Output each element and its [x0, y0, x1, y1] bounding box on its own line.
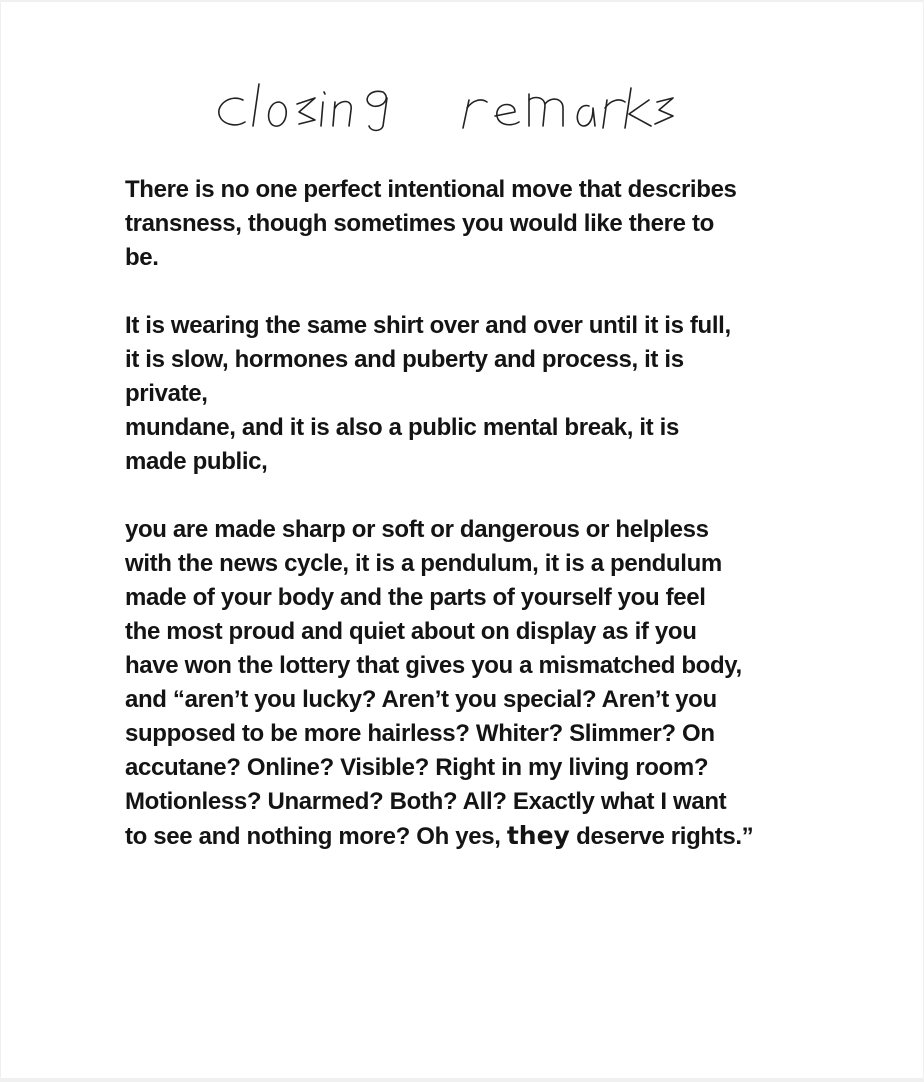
page [1, 2, 923, 1078]
paragraph-line: with the news cycle, it is a pendulum, it is a pendulum [125, 550, 722, 577]
final-line [125, 819, 815, 854]
paragraph-line: made of your body and the parts of yourself you feel [125, 584, 706, 611]
final-line-after: deserve rights.” [569, 823, 754, 850]
paragraph-line: have won the lottery that gives you a mismatched body, [125, 652, 742, 679]
handwritten-title-drawing [211, 80, 681, 140]
paragraph-line: be. [125, 244, 159, 271]
paragraph-line: and “aren’t you lucky? Aren’t you special? Aren’t you [125, 686, 717, 713]
paragraph-line: Motionless? Unarmed? Both? All? Exactly what I want [125, 788, 727, 815]
body-text [125, 173, 815, 888]
paragraph-line: supposed to be more hairless? Whiter? Slimmer? On [125, 720, 715, 747]
paragraph-line: It is wearing the same shirt over and over until it is full, [125, 312, 731, 339]
paragraph-line: private, [125, 380, 208, 407]
paragraph-line: accutane? Online? Visible? Right in my living room? [125, 754, 709, 781]
paragraph-line: it is slow, hormones and puberty and process, it is [125, 346, 684, 373]
paragraph-line: made public, [125, 448, 268, 475]
paragraph-3 [125, 513, 815, 854]
paragraph-line: the most proud and quiet about on display as if you [125, 618, 697, 645]
paragraph-1 [125, 173, 815, 275]
paragraph-line: mundane, and it is also a public mental break, it is [125, 414, 679, 441]
paragraph-line: transness, though sometimes you would like there to [125, 210, 714, 237]
paragraph-line: There is no one perfect intentional move that describes [125, 176, 737, 203]
handwritten-title [211, 80, 681, 140]
emphasis-word: they [506, 821, 570, 850]
final-line-before: to see and nothing more? Oh yes, [125, 823, 507, 850]
paragraph-2 [125, 309, 815, 479]
paragraph-line: you are made sharp or soft or dangerous or helpless [125, 516, 709, 543]
